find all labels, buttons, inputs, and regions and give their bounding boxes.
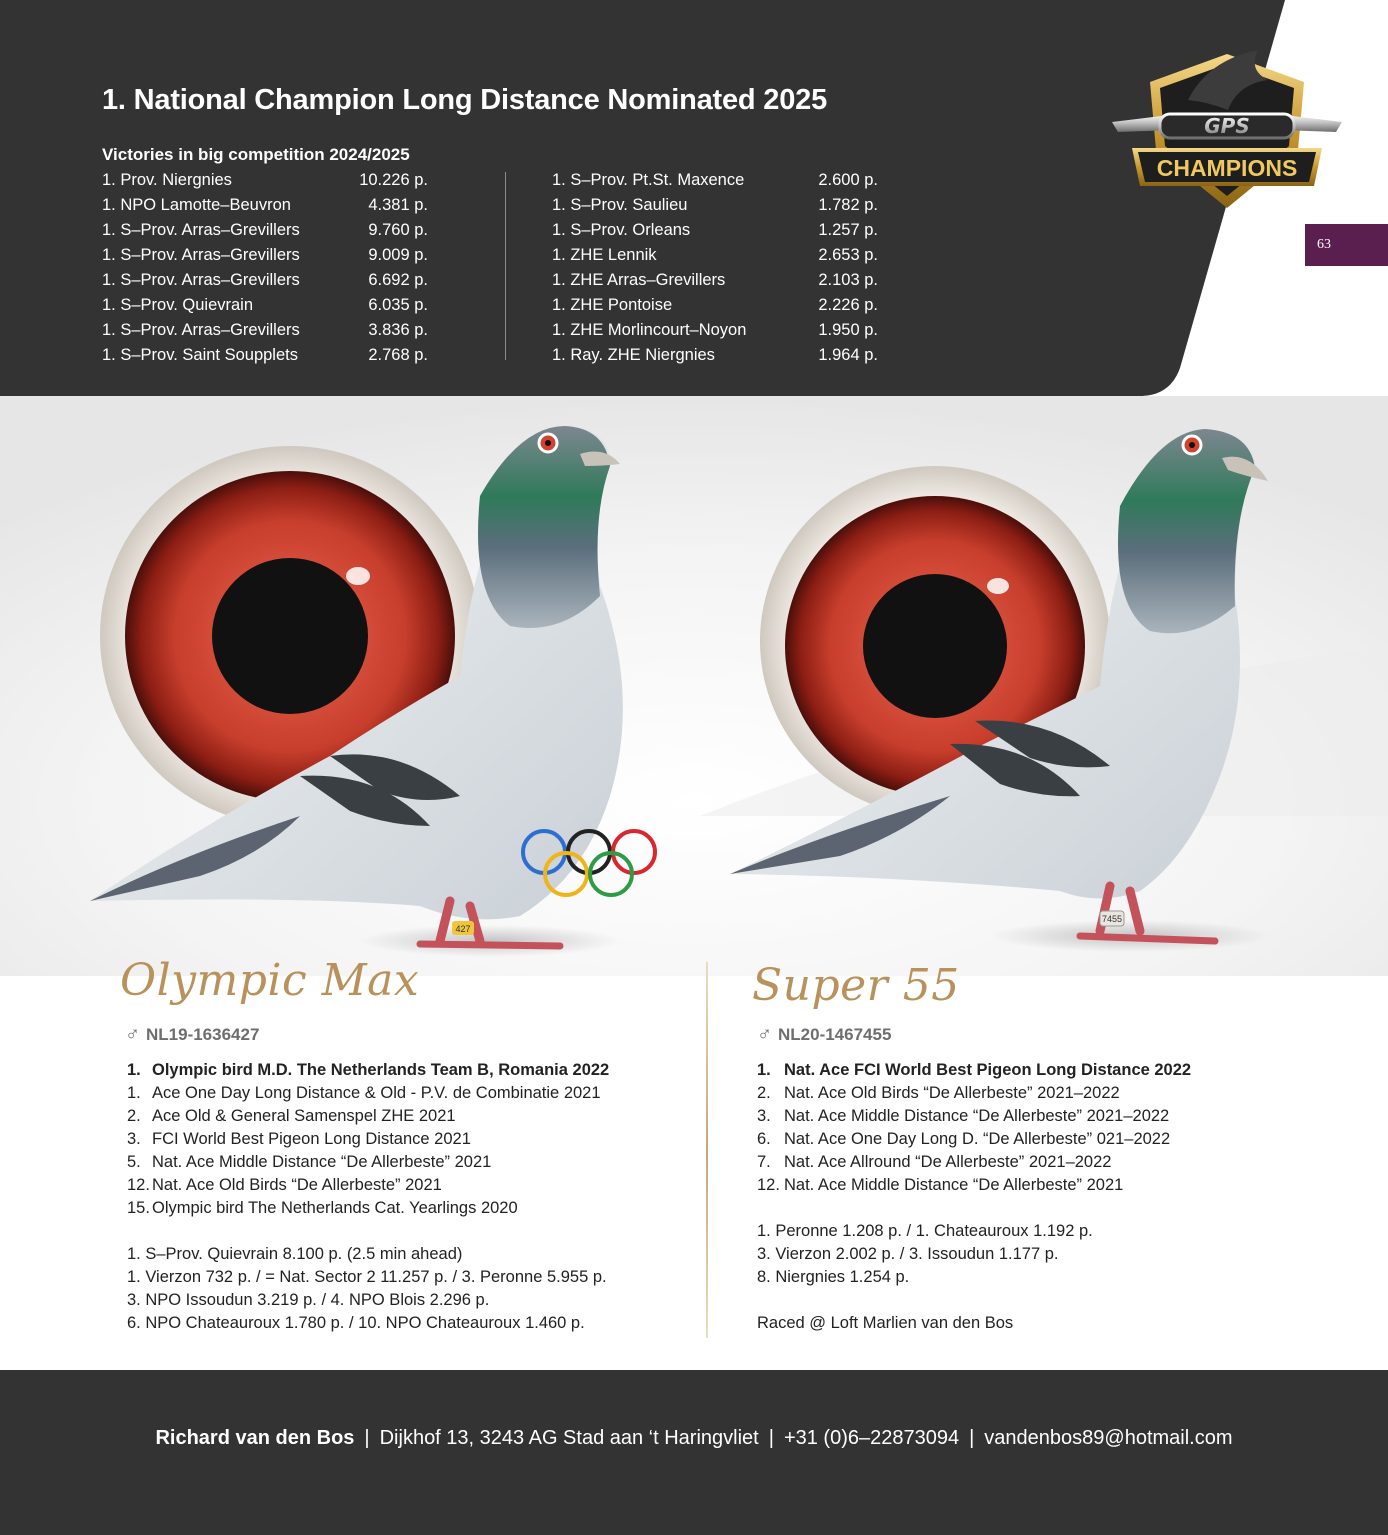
achievement-rank: 5. <box>127 1153 141 1171</box>
victory-points: 9.760 p. <box>368 221 428 239</box>
achievement-rank: 1. <box>127 1061 141 1079</box>
achievement-rank: 12. <box>127 1176 150 1194</box>
separator: | <box>768 1427 774 1449</box>
male-symbol-icon: ♂ <box>125 1023 140 1045</box>
victory-points: 1.782 p. <box>818 196 878 214</box>
achievement-row <box>127 1082 687 1105</box>
victory-points: 2.768 p. <box>368 346 428 364</box>
victory-row <box>552 195 878 220</box>
achievement-row <box>127 1059 687 1082</box>
leg-band-text: 7455 <box>1101 914 1123 924</box>
achievement-row <box>127 1197 687 1220</box>
ring-number <box>757 1023 891 1046</box>
result-line: 1. Peronne 1.208 p. / 1. Chateauroux 1.192 p. <box>757 1222 1093 1240</box>
achievement-row <box>127 1128 687 1151</box>
achievement-rank: 1. <box>127 1084 141 1102</box>
leg-band-text: 427 <box>455 924 471 934</box>
separator: | <box>364 1427 370 1449</box>
victory-name: 1. S–Prov. Pt.St. Maxence <box>552 171 745 189</box>
victory-name: 1. S–Prov. Arras–Grevillers <box>102 271 300 289</box>
result-line: 1. Vierzon 732 p. / = Nat. Sector 2 11.257 p. / 3. Peronne 5.955 p. <box>127 1268 607 1286</box>
victory-points: 4.381 p. <box>368 196 428 214</box>
achievement-text: Olympic bird M.D. The Netherlands Team B, Romania 2022 <box>152 1061 610 1079</box>
contact-phone[interactable]: +31 (0)6–22873094 <box>783 1427 960 1449</box>
victory-row <box>552 170 878 195</box>
contact-name: Richard van den Bos <box>155 1427 355 1449</box>
victory-points: 10.226 p. <box>359 171 428 189</box>
achievement-row <box>757 1128 1317 1151</box>
results-list <box>127 1243 607 1335</box>
victory-name: 1. S–Prov. Saulieu <box>552 196 688 214</box>
victory-name: 1. ZHE Lennik <box>552 246 657 264</box>
achievement-row <box>127 1174 687 1197</box>
achievement-rank: 6. <box>757 1130 771 1148</box>
achievement-rank: 12. <box>757 1176 780 1194</box>
victory-row <box>552 245 878 270</box>
victory-name: 1. S–Prov. Arras–Grevillers <box>102 221 300 239</box>
victory-row <box>102 220 428 245</box>
victory-row <box>552 270 878 295</box>
achievement-text: Nat. Ace Middle Distance “De Allerbeste” 2021 <box>784 1176 1124 1194</box>
victory-name: 1. S–Prov. Arras–Grevillers <box>102 246 300 264</box>
victory-name: 1. S–Prov. Orleans <box>552 221 691 239</box>
achievement-text: Nat. Ace FCI World Best Pigeon Long Distance 2022 <box>784 1061 1192 1079</box>
achievement-rank: 2. <box>127 1107 141 1125</box>
bird-name-olympic-max: Olympic Max <box>120 955 420 1006</box>
achievement-rank: 3. <box>757 1107 771 1125</box>
achievement-row <box>757 1174 1317 1197</box>
victory-points: 1.950 p. <box>818 321 878 339</box>
ring-number <box>125 1023 259 1046</box>
logo-bottom-text: CHAMPIONS <box>1156 155 1298 181</box>
victory-name: 1. NPO Lamotte–Beuvron <box>102 196 291 214</box>
achievement-text: FCI World Best Pigeon Long Distance 2021 <box>152 1130 471 1148</box>
victory-points: 6.035 p. <box>368 296 428 314</box>
victory-points: 2.653 p. <box>818 246 878 264</box>
footer <box>0 1370 1388 1535</box>
footer-contact <box>0 1427 1388 1450</box>
victory-row <box>102 170 428 195</box>
achievement-rank: 15. <box>127 1199 150 1217</box>
victory-row <box>102 295 428 320</box>
achievement-text: Ace One Day Long Distance & Old - P.V. de Combinatie 2021 <box>152 1084 601 1102</box>
result-line: 3. Vierzon 2.002 p. / 3. Issoudun 1.177 p. <box>757 1245 1059 1263</box>
victory-points: 2.600 p. <box>818 171 878 189</box>
loft-note: Raced @ Loft Marlien van den Bos <box>757 1314 1014 1332</box>
contact-email[interactable]: vandenbos89@hotmail.com <box>984 1427 1233 1449</box>
achievement-text: Nat. Ace Middle Distance “De Allerbeste” 2021–2022 <box>784 1107 1170 1125</box>
victory-points: 9.009 p. <box>368 246 428 264</box>
victory-name: 1. ZHE Arras–Grevillers <box>552 271 726 289</box>
victory-points: 1.964 p. <box>818 346 878 364</box>
result-line <box>757 1289 1093 1312</box>
victories-subtitle: Victories in big competition 2024/2025 <box>102 145 410 164</box>
victory-row <box>102 270 428 295</box>
contact-address: Dijkhof 13, 3243 AG Stad aan ‘t Haringvliet <box>379 1427 759 1449</box>
result-line: 3. NPO Issoudun 3.219 p. / 4. NPO Blois 2.296 p. <box>127 1291 490 1309</box>
achievement-row <box>757 1059 1317 1082</box>
achievement-text: Nat. Ace Middle Distance “De Allerbeste” 2021 <box>152 1153 492 1171</box>
victory-row <box>102 195 428 220</box>
victory-points: 6.692 p. <box>368 271 428 289</box>
achievement-rank: 2. <box>757 1084 771 1102</box>
achievement-text: Nat. Ace Allround “De Allerbeste” 2021–2022 <box>784 1153 1112 1171</box>
ring-number-text: NL20-1467455 <box>778 1025 892 1044</box>
victory-row <box>552 320 878 345</box>
ring-number-text: NL19-1636427 <box>146 1025 260 1044</box>
victory-name: 1. S–Prov. Saint Soupplets <box>102 346 298 364</box>
victories-list-right <box>552 170 878 370</box>
male-symbol-icon: ♂ <box>757 1023 772 1045</box>
achievement-text: Nat. Ace One Day Long D. “De Allerbeste” 021–2022 <box>784 1130 1171 1148</box>
victory-name: 1. S–Prov. Quievrain <box>102 296 254 314</box>
achievement-rank: 1. <box>757 1061 771 1079</box>
victory-row <box>102 320 428 345</box>
achievement-text: Nat. Ace Old Birds “De Allerbeste” 2021 <box>152 1176 442 1194</box>
victory-points: 3.836 p. <box>368 321 428 339</box>
victory-points: 1.257 p. <box>818 221 878 239</box>
victory-row <box>102 245 428 270</box>
victory-name: 1. Ray. ZHE Niergnies <box>552 346 715 364</box>
achievement-text: Olympic bird The Netherlands Cat. Yearlings 2020 <box>152 1199 518 1217</box>
column-divider <box>706 962 708 1338</box>
achievements-list <box>127 1059 687 1220</box>
achievement-row <box>127 1151 687 1174</box>
victory-points: 2.103 p. <box>818 271 878 289</box>
victory-name: 1. ZHE Pontoise <box>552 296 673 314</box>
page-number: 63 <box>1305 224 1388 266</box>
victory-row <box>102 345 428 370</box>
achievement-text: Ace Old & General Samenspel ZHE 2021 <box>152 1107 456 1125</box>
victory-points: 2.226 p. <box>818 296 878 314</box>
bird-name-super-55: Super 55 <box>752 960 960 1011</box>
achievement-row <box>127 1105 687 1128</box>
achievements-list <box>757 1059 1317 1197</box>
victory-row <box>552 295 878 320</box>
results-list <box>757 1220 1093 1335</box>
gps-champions-logo-icon <box>1108 40 1346 212</box>
logo-top-text: GPS <box>1204 114 1250 138</box>
result-line: 1. S–Prov. Quievrain 8.100 p. (2.5 min ahead) <box>127 1245 463 1263</box>
achievement-row <box>757 1082 1317 1105</box>
separator: | <box>969 1427 975 1449</box>
achievement-rank: 3. <box>127 1130 141 1148</box>
achievement-row <box>757 1105 1317 1128</box>
victory-row <box>552 345 878 370</box>
achievement-text: Nat. Ace Old Birds “De Allerbeste” 2021–2022 <box>784 1084 1120 1102</box>
victory-name: 1. ZHE Morlincourt–Noyon <box>552 321 747 339</box>
pigeons-photo <box>0 396 1388 976</box>
victory-name: 1. Prov. Niergnies <box>102 171 232 189</box>
victories-list-left <box>102 170 428 370</box>
column-divider <box>505 172 506 360</box>
achievement-row <box>757 1151 1317 1174</box>
page-title: 1. National Champion Long Distance Nominated 2025 <box>102 84 827 116</box>
victory-name: 1. S–Prov. Arras–Grevillers <box>102 321 300 339</box>
achievement-rank: 7. <box>757 1153 771 1171</box>
victory-row <box>552 220 878 245</box>
result-line: 8. Niergnies 1.254 p. <box>757 1268 910 1286</box>
result-line: 6. NPO Chateauroux 1.780 p. / 10. NPO Chateauroux 1.460 p. <box>127 1314 585 1332</box>
